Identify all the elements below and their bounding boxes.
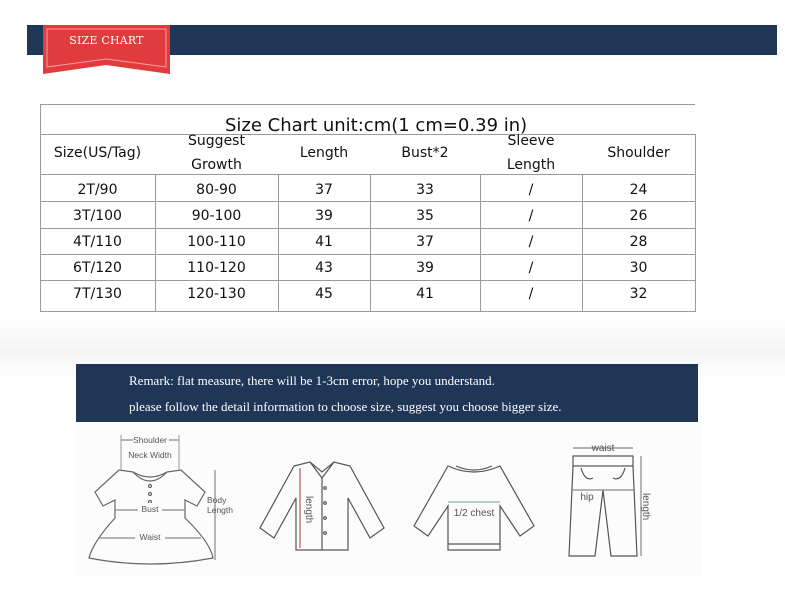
table-border-top <box>40 104 695 105</box>
table-cell: 4T/110 <box>73 234 122 250</box>
table-cell: 33 <box>416 182 434 198</box>
table-cell: 39 <box>315 208 333 224</box>
neck-width-label: Neck Width <box>128 450 172 460</box>
table-header: Growth <box>191 157 242 173</box>
waist-label: Waist <box>139 532 161 542</box>
table-row-divider <box>40 228 695 229</box>
table-cell: / <box>528 260 534 276</box>
table-header: Shoulder <box>607 145 670 161</box>
remark-box <box>76 364 698 422</box>
table-cell: 24 <box>629 182 648 198</box>
table-cell: 43 <box>315 260 333 276</box>
table-header: Length <box>506 157 556 173</box>
size-chart-tag-label: SIZE CHART <box>69 34 144 47</box>
table-row-divider <box>40 280 695 281</box>
table-cell: 37 <box>315 182 333 198</box>
table-header-divider <box>40 174 695 175</box>
table-header: Size(US/Tag) <box>53 145 142 161</box>
table-cell: 90-100 <box>191 208 242 224</box>
table-cell: 26 <box>629 208 648 224</box>
remark-line-2: please follow the detail information to choose size, suggest you choose bigger size. <box>129 399 562 414</box>
table-row-divider <box>40 254 695 255</box>
table-cell: 28 <box>629 234 648 250</box>
table-header: Length <box>299 145 349 161</box>
body-length-label-2: Length <box>207 505 233 515</box>
table-cell: 100-110 <box>187 234 246 250</box>
table-border-right <box>695 134 696 312</box>
table-cell: 6T/120 <box>73 260 122 276</box>
size-table <box>40 104 695 312</box>
table-cell: 39 <box>416 260 434 276</box>
table-cell: 80-90 <box>196 182 237 198</box>
table-cell: 120-130 <box>187 286 246 302</box>
remark-line-1: Remark: flat measure, there will be 1-3cm error, hope you understand. <box>129 373 495 388</box>
table-cell: 2T/90 <box>77 182 118 198</box>
table-header: Suggest <box>188 133 245 149</box>
size-chart-tag <box>43 25 170 74</box>
table-title: Size Chart unit:cm(1 cm=0.39 in) <box>225 115 528 136</box>
chest-label: 1/2 chest <box>453 508 495 519</box>
table-cell: 37 <box>416 234 434 250</box>
sweater-illustration <box>404 460 544 555</box>
table-cell: 35 <box>416 208 434 224</box>
table-cell: 45 <box>315 286 333 302</box>
table-header: Bust*2 <box>401 145 449 161</box>
shirt-length-label: length <box>303 496 314 524</box>
waist-label: waist <box>591 443 615 454</box>
table-cell: 30 <box>629 260 648 276</box>
dress-illustration <box>85 430 245 570</box>
table-header: Sleeve <box>507 133 555 149</box>
table-cell: 41 <box>315 234 333 250</box>
ribbon-shape <box>43 25 170 74</box>
table-cell: 110-120 <box>187 260 246 276</box>
table-cell: / <box>528 182 534 198</box>
table-cell: 7T/130 <box>73 286 122 302</box>
hip-label: hip <box>580 492 594 503</box>
shoulder-label: Shoulder <box>132 435 168 445</box>
table-cell: / <box>528 286 534 302</box>
table-cell: / <box>528 234 534 250</box>
table-cell: / <box>528 208 534 224</box>
table-cell: 41 <box>416 286 434 302</box>
shirt-illustration <box>252 458 392 558</box>
pants-length-label: length <box>640 493 651 521</box>
table-cell: 3T/100 <box>73 208 122 224</box>
body-length-label-1: Body <box>207 495 227 505</box>
pants-illustration <box>565 438 660 563</box>
table-cell: 32 <box>629 286 648 302</box>
bust-label: Bust <box>141 504 159 514</box>
